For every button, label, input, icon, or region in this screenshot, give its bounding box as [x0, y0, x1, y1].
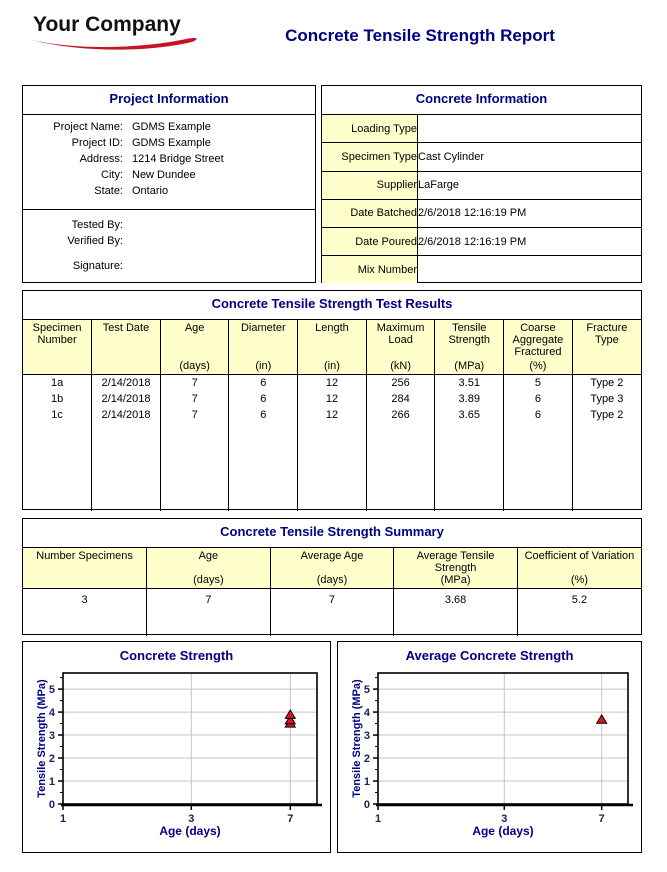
- filler-cell: [572, 423, 641, 511]
- cell: 2/14/2018: [92, 407, 161, 423]
- concrete-info-value: 2/6/2018 12:16:19 PM: [418, 199, 642, 227]
- concrete-info-row: [322, 143, 641, 171]
- cell: 5.2: [517, 589, 641, 626]
- field-label: Verified By:: [67, 235, 123, 247]
- table-header: [23, 548, 641, 589]
- x-axis-label: Age (days): [159, 824, 221, 838]
- y-tick-label: 4: [363, 707, 370, 720]
- column-unit: (days): [179, 360, 210, 372]
- concrete-info-value: Cast Cylinder: [418, 143, 642, 171]
- cell: 6: [229, 407, 298, 423]
- cell: 1a: [50, 377, 64, 389]
- cell: 2/14/2018: [92, 375, 161, 392]
- y-tick-label: 5: [48, 684, 55, 697]
- field-value: 1214 Bridge Street: [132, 153, 224, 165]
- x-tick-label: 1: [59, 813, 67, 825]
- field-value: GDMS Example: [132, 121, 211, 133]
- field-row: [23, 167, 315, 183]
- company-logo-text: Your Company: [33, 13, 181, 36]
- y-tick-label: 0: [363, 799, 370, 811]
- project-info-title: Project Information: [109, 91, 229, 106]
- field-row: [23, 217, 315, 233]
- column-name: Average Tensile Strength: [416, 550, 495, 574]
- cell: 7: [160, 391, 229, 407]
- divider: [23, 209, 315, 210]
- cell: 3.51: [435, 375, 504, 392]
- cell: 6: [504, 407, 573, 423]
- divider: [23, 114, 315, 115]
- column-header-wrap: [573, 320, 641, 374]
- field-row: [23, 151, 315, 167]
- y-tick-label: 1: [48, 776, 55, 789]
- summary-table: [23, 547, 641, 636]
- average-concrete-strength-chart: [338, 642, 641, 852]
- cell: Type 3: [572, 391, 641, 407]
- project-signature-field: [23, 258, 315, 274]
- plot-area: [63, 673, 317, 804]
- cell: 3: [81, 594, 88, 606]
- filler-cell: [147, 625, 271, 636]
- x-tick-label: 7: [287, 813, 294, 825]
- concrete-info-row: [322, 228, 641, 256]
- cell: 12: [298, 375, 367, 392]
- filler-cell: [92, 423, 161, 511]
- cell: 6: [229, 391, 298, 407]
- column-name: Age: [198, 550, 219, 562]
- concrete-info-label: Date Poured: [322, 228, 418, 256]
- x-tick-label: 3: [501, 813, 508, 825]
- y-tick-label: 0: [48, 799, 55, 811]
- filler-cell: [23, 423, 92, 511]
- concrete-info-value: LaFarge: [418, 171, 642, 199]
- concrete-info-label: Mix Number: [322, 256, 418, 283]
- field-row: [23, 119, 315, 135]
- column-header-wrap: [229, 320, 297, 374]
- column-header: [517, 548, 641, 589]
- cell: 12: [298, 407, 367, 423]
- field-label: Tested By:: [71, 219, 123, 231]
- x-axis-label: Age (days): [472, 824, 534, 838]
- filler-cell: [23, 625, 147, 636]
- field-label: Project ID:: [71, 137, 123, 149]
- field-value: Ontario: [132, 185, 169, 197]
- column-header-wrap: [23, 320, 91, 374]
- column-header: [23, 548, 147, 589]
- x-tick-label: 1: [374, 813, 382, 825]
- cell: 7: [270, 589, 394, 626]
- test-result-row: [23, 391, 641, 407]
- filler-cell: [366, 423, 435, 511]
- cell: 2/14/2018: [92, 391, 161, 407]
- filler-cell: [517, 625, 641, 636]
- column-name: Diameter: [240, 322, 286, 334]
- concrete-strength-chart-box: [22, 641, 331, 853]
- column-header: [366, 320, 435, 375]
- column-header: [394, 548, 518, 589]
- y-tick-label: 4: [48, 707, 55, 720]
- concrete-info-row: [322, 256, 641, 283]
- column-header-wrap: [92, 320, 160, 374]
- column-header-wrap: [435, 320, 503, 374]
- concrete-info-box: [321, 85, 642, 283]
- column-header: [23, 320, 92, 375]
- cell: 256: [366, 375, 435, 392]
- column-header: [160, 320, 229, 375]
- filler-cell: [435, 423, 504, 511]
- filler-row: [23, 625, 641, 636]
- field-label: Address:: [79, 153, 123, 165]
- column-header-wrap: [367, 320, 435, 374]
- field-row: [23, 258, 315, 274]
- field-label: Signature:: [72, 260, 123, 272]
- column-header: [298, 320, 367, 375]
- cell: Type 2: [572, 407, 641, 423]
- column-header: [147, 548, 271, 589]
- cell: 7: [147, 589, 271, 626]
- cell: 5: [504, 375, 573, 392]
- project-fields: [23, 119, 315, 199]
- summary-box: [22, 518, 642, 635]
- table-body: [23, 375, 641, 512]
- field-row: [23, 233, 315, 249]
- logo-swoosh-icon: [30, 37, 202, 51]
- column-name: Length: [315, 322, 349, 334]
- x-tick-label: 7: [598, 813, 605, 825]
- concrete-strength-chart: [23, 642, 330, 852]
- column-header: [572, 320, 641, 375]
- column-unit: (MPa): [454, 360, 485, 372]
- x-tick-label: 3: [188, 813, 195, 825]
- column-name: Specimen Number: [32, 322, 82, 346]
- concrete-info-value: [418, 256, 642, 283]
- column-unit: (in): [324, 360, 340, 372]
- column-header-wrap: [271, 548, 394, 588]
- field-row: [23, 183, 315, 199]
- summary-title: Concrete Tensile Strength Summary: [220, 524, 444, 539]
- cell: 7: [160, 375, 229, 392]
- column-header-wrap: [147, 548, 270, 588]
- cell: 12: [298, 391, 367, 407]
- filler-row: [23, 423, 641, 511]
- column-name: Coefficient of Variation: [524, 550, 635, 562]
- field-value: GDMS Example: [132, 137, 211, 149]
- column-unit: (kN): [390, 360, 411, 372]
- field-label: City:: [101, 169, 123, 181]
- y-axis-label: Tensile Strength (MPa): [36, 679, 48, 798]
- cell: 6: [504, 391, 573, 407]
- test-results-title: Concrete Tensile Strength Test Results: [211, 296, 453, 311]
- table-body: [23, 589, 641, 637]
- concrete-info-row: [322, 199, 641, 227]
- column-unit: (days): [193, 574, 224, 586]
- table-header: [23, 320, 641, 375]
- column-name: Test Date: [102, 322, 150, 334]
- concrete-info-table: [322, 114, 641, 283]
- table-header-row: [23, 548, 641, 589]
- column-header-wrap: [23, 548, 146, 588]
- filler-cell: [504, 423, 573, 511]
- cell: 3.65: [435, 407, 504, 423]
- cell: 6: [229, 375, 298, 392]
- y-tick-label: 1: [363, 776, 370, 789]
- filler-cell: [298, 423, 367, 511]
- y-tick-label: 2: [48, 753, 55, 766]
- column-name: Fracture Type: [586, 322, 628, 346]
- plot-area: [378, 673, 628, 804]
- concrete-info-label: Loading Type: [322, 115, 418, 143]
- column-header: [92, 320, 161, 375]
- cell: 284: [366, 391, 435, 407]
- filler-cell: [229, 423, 298, 511]
- y-tick-label: 3: [363, 730, 370, 743]
- column-name: Age: [184, 322, 205, 334]
- column-header: [229, 320, 298, 375]
- concrete-info-table-body: [322, 115, 641, 284]
- column-header: [504, 320, 573, 375]
- field-value: New Dundee: [132, 169, 196, 181]
- filler-cell: [160, 423, 229, 511]
- concrete-info-row: [322, 171, 641, 199]
- test-results-table: [23, 319, 641, 511]
- cell: Type 2: [572, 375, 641, 392]
- y-tick-label: 5: [363, 684, 370, 697]
- cell: 3.68: [394, 589, 518, 626]
- concrete-info-value: 2/6/2018 12:16:19 PM: [418, 228, 642, 256]
- column-unit: (MPa): [440, 574, 471, 586]
- column-header-wrap: [504, 320, 572, 374]
- filler-cell: [394, 625, 518, 636]
- concrete-info-title: Concrete Information: [415, 91, 548, 106]
- field-label: Project Name:: [53, 121, 123, 133]
- concrete-strength-chart-title: Concrete Strength: [119, 648, 234, 663]
- test-result-row: [23, 407, 641, 423]
- table-header-row: [23, 320, 641, 375]
- concrete-info-label: Supplier: [322, 171, 418, 199]
- project-info-box: [22, 85, 316, 283]
- concrete-info-value: [418, 115, 642, 143]
- cell: 7: [160, 407, 229, 423]
- test-results-box: [22, 290, 642, 510]
- cell: 3.89: [435, 391, 504, 407]
- column-name: Number Specimens: [36, 550, 133, 562]
- column-header-wrap: [518, 548, 641, 588]
- column-name: Maximum Load: [376, 322, 425, 346]
- summary-row: [23, 589, 641, 626]
- cell: 266: [366, 407, 435, 423]
- test-result-row: [23, 375, 641, 392]
- column-header: [270, 548, 394, 589]
- concrete-info-label: Specimen Type: [322, 143, 418, 171]
- y-tick-label: 3: [48, 730, 55, 743]
- column-name: Average Age: [300, 550, 364, 562]
- concrete-info-label: Date Batched: [322, 199, 418, 227]
- y-tick-label: 2: [363, 753, 370, 766]
- field-row: [23, 135, 315, 151]
- column-header: [435, 320, 504, 375]
- column-header-wrap: [298, 320, 366, 374]
- column-unit: (%): [529, 360, 547, 372]
- column-name: Tensile Strength: [448, 322, 491, 346]
- report-title: Concrete Tensile Strength Report: [285, 26, 555, 45]
- column-header-wrap: [161, 320, 229, 374]
- concrete-info-row: [322, 115, 641, 143]
- y-axis-label: Tensile Strength (MPa): [351, 679, 363, 798]
- filler-cell: [270, 625, 394, 636]
- cell: 1b: [50, 393, 64, 405]
- column-header-wrap: [394, 548, 517, 588]
- column-unit: (%): [570, 574, 588, 586]
- average-concrete-strength-chart-box: [337, 641, 642, 853]
- cell: 1c: [51, 409, 63, 421]
- project-sign-fields: [23, 217, 315, 249]
- column-unit: (in): [255, 360, 272, 372]
- field-label: State:: [94, 185, 123, 197]
- column-unit: (days): [316, 574, 348, 586]
- column-name: Coarse Aggregate Fractured: [512, 322, 564, 358]
- average-concrete-strength-chart-title: Average Concrete Strength: [405, 648, 574, 663]
